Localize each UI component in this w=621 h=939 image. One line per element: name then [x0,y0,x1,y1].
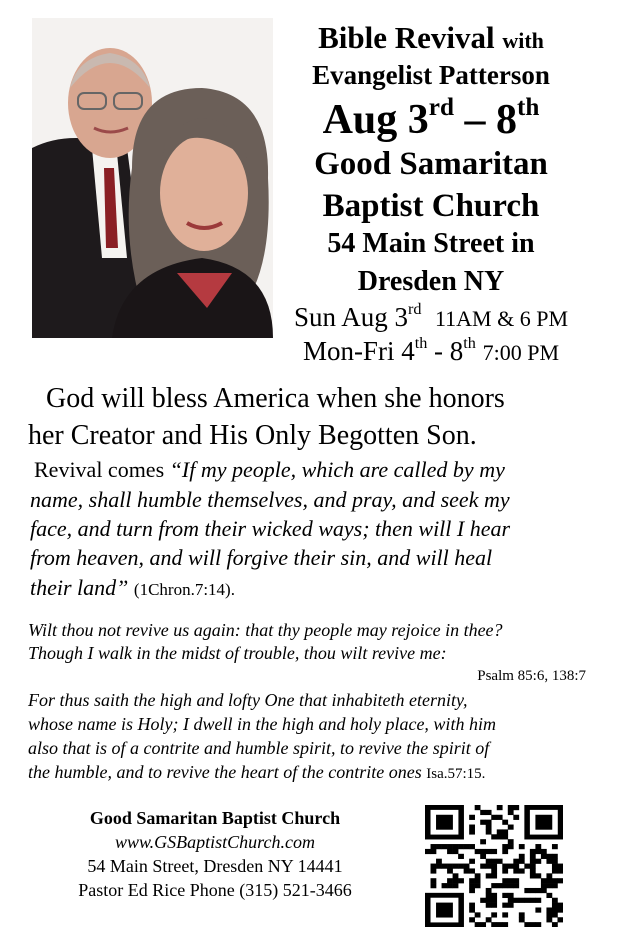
isaiah-line-2: whose name is Holy; I dwell in the high and holy place, with him [28,714,496,734]
title-text: Bible Revival [318,20,495,55]
quote-line-2: name, shall humble themselves, and pray, and seek my [30,487,510,512]
title-with: with [502,28,544,53]
address-line-1: 54 Main Street in [327,228,535,259]
psalm-reference: Psalm 85:6, 138:7 [477,668,586,684]
evangelist-name: Evangelist Patterson [312,60,550,90]
footer-address: 54 Main Street, Dresden NY 14441 [87,856,343,876]
psalm-line-1: Wilt thou not revive us again: that thy people may rejoice in thee? [28,620,503,640]
qr-code[interactable] [425,805,563,927]
isaiah-line-1: For thus saith the high and lofty One that inhabiteth eternity, [28,690,468,710]
psalm-line-2: Though I walk in the midst of trouble, thou wilt revive me: [28,643,447,663]
quote-line-3: face, and turn from their wicked ways; then will I hear [30,516,511,541]
isaiah-line-3: also that is of a contrite and humble spirit, to revive the spirit of [28,738,490,758]
footer-pastor-phone: Pastor Ed Rice Phone (315) 521-3466 [78,880,352,900]
footer-church: Good Samaritan Baptist Church [89,808,341,828]
church-name-2: Baptist Church [322,188,540,224]
address-line-2: Dresden NY [357,266,505,297]
quote-line-1: Revival comes “If my people, which are called by my [34,457,505,482]
quote-line-4: from heaven, and will forgive their sin, and will heal [30,545,493,570]
intro-line-1: God will bless America when she honors [46,383,505,414]
sunday-schedule: Sun Aug 3rd 11AM & 6 PM [293,300,569,332]
footer-website[interactable]: www.GSBaptistChurch.com [114,832,315,852]
church-name-1: Good Samaritan [314,146,548,182]
event-dates: Aug 3rd – 8th [322,94,540,143]
title-line [276,20,586,56]
intro-line-2: her Creator and His Only Begotten Son. [28,420,477,451]
weekday-schedule: Mon-Fri 4th - 8th 7:00 PM [302,334,560,366]
isaiah-line-4: the humble, and to revive the heart of the contrite ones Isa.57:15. [28,762,486,782]
evangelist-couple-photo [32,18,273,338]
quote-line-5: their land” (1Chron.7:14). [30,575,235,600]
